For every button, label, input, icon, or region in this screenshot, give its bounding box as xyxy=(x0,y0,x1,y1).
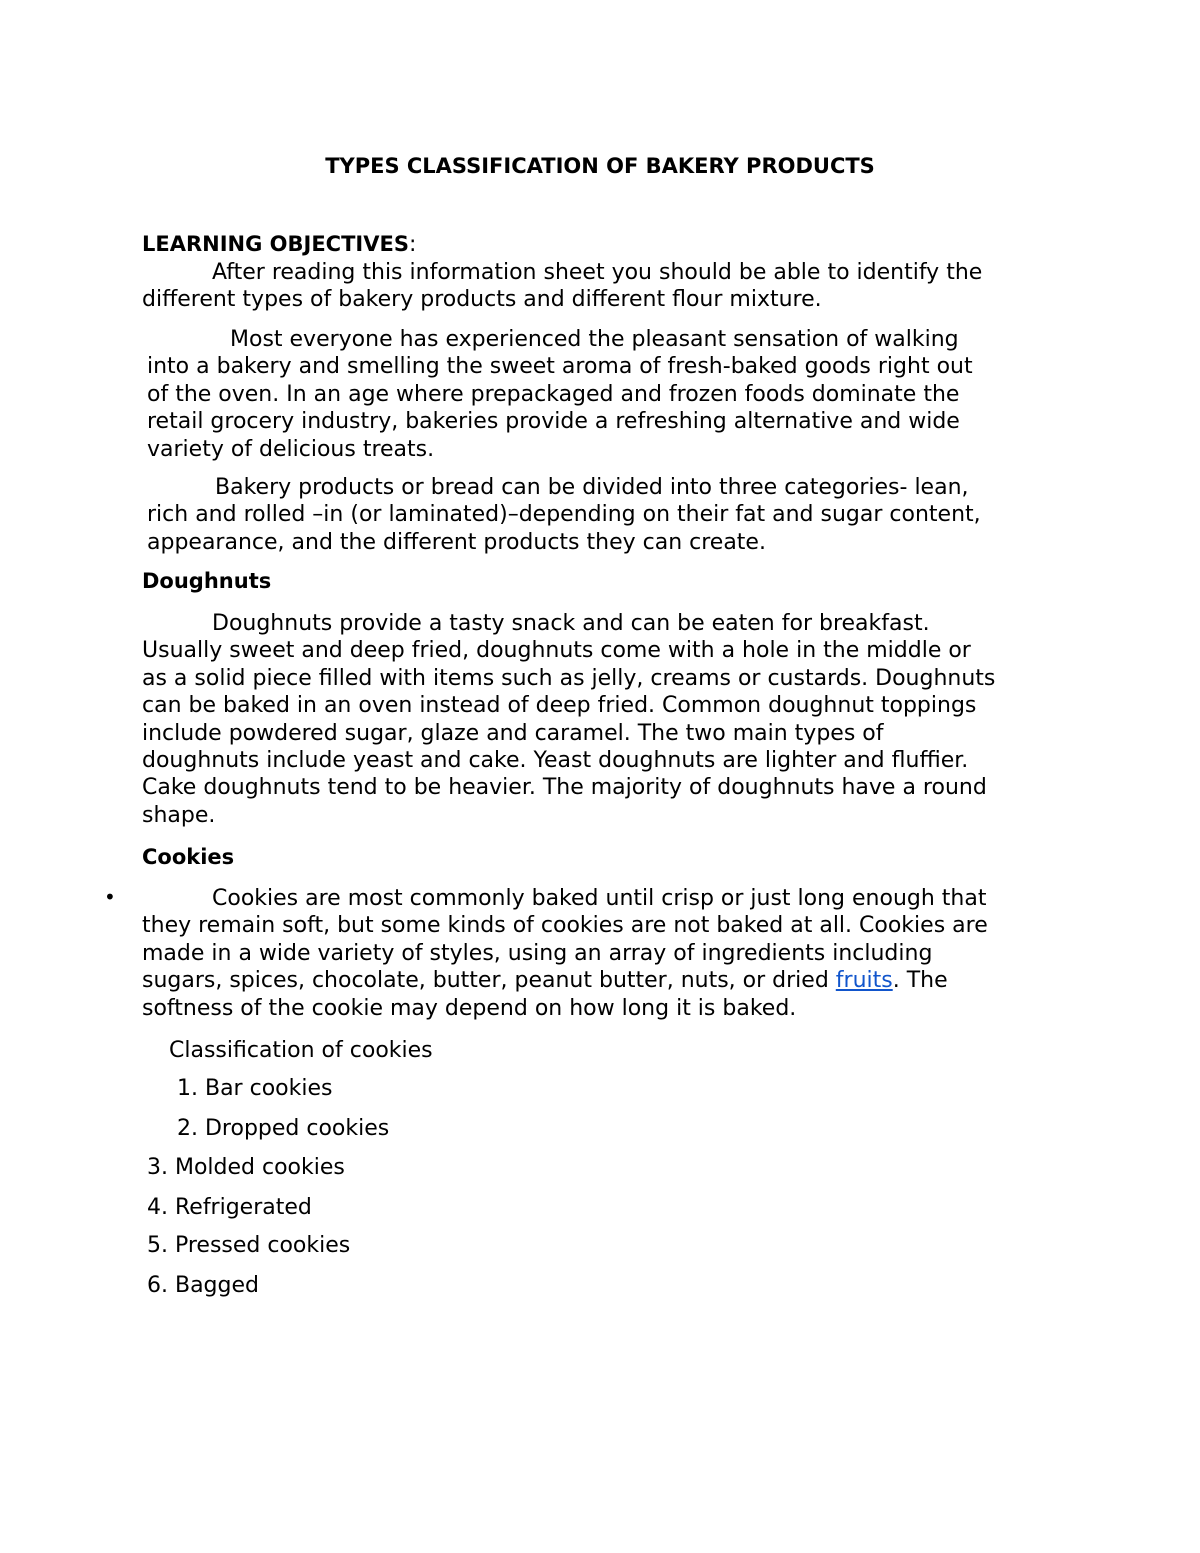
intro-paragraph xyxy=(147,326,973,463)
objectives-heading-line xyxy=(142,231,416,258)
objectives-line-2: different types of bakery products and different flour mixture. xyxy=(142,287,822,313)
categories-line-2: rich and rolled –in (or laminated)–depending on their fat and sugar content, xyxy=(147,502,981,528)
categories-paragraph xyxy=(147,474,981,556)
intro-line-1: Most everyone has experienced the pleasant sensation of walking xyxy=(230,327,959,352)
classification-heading: Classification of cookies xyxy=(169,1038,433,1063)
cookies-line-5: softness of the cookie may depend on how long it is baked. xyxy=(142,995,797,1021)
cookies-line-2: they remain soft, but some kinds of cookies are not baked at all. Cookies are xyxy=(142,913,988,939)
cookies-heading: Cookies xyxy=(142,845,235,869)
intro-line-3: of the oven. In an age where prepackaged and frozen foods dominate the xyxy=(147,381,960,407)
cookies-line-4 xyxy=(142,967,988,994)
cookies-paragraph xyxy=(142,885,988,1022)
bullet-icon: • xyxy=(104,885,116,909)
doughnuts-line-6: doughnuts include yeast and cake. Yeast doughnuts are lighter and fluffier. xyxy=(142,748,969,774)
intro-line-2: into a bakery and smelling the sweet aroma of fresh-baked goods right out xyxy=(147,354,973,380)
objectives-paragraph xyxy=(142,259,982,314)
doughnuts-line-2: Usually sweet and deep fried, doughnuts come with a hole in the middle or xyxy=(142,638,971,664)
cookies-line-4-text: sugars, spices, chocolate, butter, peanut butter, nuts, or dried xyxy=(142,968,836,994)
cookie-list-item-3: 3. Molded cookies xyxy=(147,1155,345,1180)
objectives-line-1: After reading this information sheet you should be able to identify the xyxy=(212,260,983,285)
cookie-list-item-6: 6. Bagged xyxy=(147,1273,259,1298)
doughnuts-line-3: as a solid piece filled with items such as jelly, creams or custards. Doughnuts xyxy=(142,665,996,691)
intro-line-5: variety of delicious treats. xyxy=(147,436,435,462)
page-title: TYPES CLASSIFICATION OF BAKERY PRODUCTS xyxy=(325,154,875,178)
categories-line-3: appearance, and the different products they can create. xyxy=(147,529,766,555)
cookie-list-item-5: 5. Pressed cookies xyxy=(147,1233,351,1258)
cookies-line-1: Cookies are most commonly baked until crisp or just long enough that xyxy=(212,886,987,911)
cookies-line-4-end: . The xyxy=(892,968,948,994)
fruits-link[interactable]: fruits xyxy=(835,968,893,994)
doughnuts-line-7: Cake doughnuts tend to be heavier. The majority of doughnuts have a round xyxy=(142,775,987,801)
categories-line-1: Bakery products or bread can be divided into three categories- lean, xyxy=(215,475,969,500)
doughnuts-line-8: shape. xyxy=(142,802,216,828)
cookies-line-3: made in a wide variety of styles, using an array of ingredients including xyxy=(142,940,933,966)
doughnuts-line-4: can be baked in an oven instead of deep fried. Common doughnut toppings xyxy=(142,693,977,719)
cookie-list-item-4: 4. Refrigerated xyxy=(147,1195,312,1220)
cookie-list-item-2: 2. Dropped cookies xyxy=(177,1116,390,1141)
doughnuts-heading: Doughnuts xyxy=(142,569,272,593)
intro-line-4: retail grocery industry, bakeries provide a refreshing alternative and wide xyxy=(147,409,960,435)
objectives-heading: LEARNING OBJECTIVES xyxy=(142,232,409,256)
doughnuts-line-1: Doughnuts provide a tasty snack and can be eaten for breakfast. xyxy=(212,611,930,636)
doughnuts-line-5: include powdered sugar, glaze and caramel. The two main types of xyxy=(142,720,884,746)
doughnuts-paragraph xyxy=(142,610,995,829)
cookie-list-item-1: 1. Bar cookies xyxy=(177,1076,333,1101)
objectives-colon: : xyxy=(408,232,417,257)
